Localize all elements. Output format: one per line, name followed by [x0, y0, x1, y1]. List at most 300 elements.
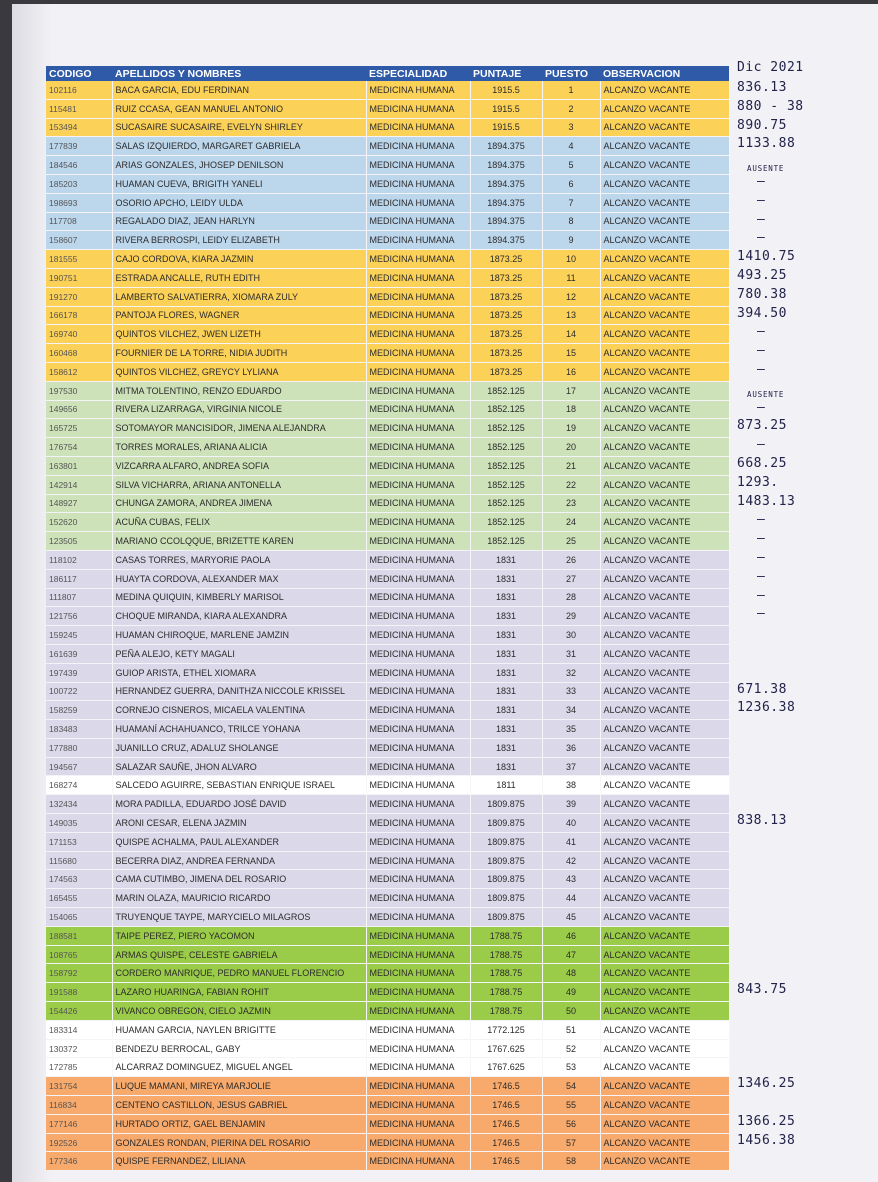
cell-especialidad: MEDICINA HUMANA: [366, 1002, 470, 1021]
table-row: [46, 137, 729, 156]
cell-codigo: 165455: [46, 889, 112, 908]
table-row: [46, 438, 729, 457]
cell-observacion: ALCANZO VACANTE: [600, 1114, 729, 1133]
cell-puesto: 4: [542, 137, 600, 156]
handwritten-note: AUSENTE: [747, 389, 785, 399]
cell-codigo: 168274: [46, 776, 112, 795]
cell-codigo: 158259: [46, 701, 112, 720]
cell-observacion: ALCANZO VACANTE: [600, 1077, 729, 1096]
cell-especialidad: MEDICINA HUMANA: [366, 1152, 470, 1171]
cell-puesto: 41: [542, 832, 600, 851]
cell-puesto: 20: [542, 438, 600, 457]
table-row: [46, 306, 729, 325]
cell-observacion: ALCANZO VACANTE: [600, 475, 729, 494]
cell-puntaje: 1852.125: [470, 513, 542, 532]
table-header-row: [46, 66, 729, 81]
cell-observacion: ALCANZO VACANTE: [600, 832, 729, 851]
cell-codigo: 123505: [46, 532, 112, 551]
cell-puntaje: 1873.25: [470, 250, 542, 269]
cell-puesto: 3: [542, 118, 600, 137]
cell-especialidad: MEDICINA HUMANA: [366, 720, 470, 739]
table-row: [46, 1039, 729, 1058]
table-row: [46, 964, 729, 983]
cell-puntaje: 1831: [470, 569, 542, 588]
cell-nombres: BECERRA DIAZ, ANDREA FERNANDA: [112, 851, 366, 870]
cell-codigo: 153494: [46, 118, 112, 137]
cell-puntaje: 1915.5: [470, 118, 542, 137]
cell-nombres: RUIZ CCASA, GEAN MANUEL ANTONIO: [112, 99, 366, 118]
table-row: [46, 550, 729, 569]
cell-observacion: ALCANZO VACANTE: [600, 757, 729, 776]
cell-puntaje: 1873.25: [470, 325, 542, 344]
handwritten-note: —: [757, 230, 766, 246]
cell-codigo: 108765: [46, 945, 112, 964]
cell-puesto: 46: [542, 926, 600, 945]
cell-nombres: QUINTOS VILCHEZ, JWEN LIZETH: [112, 325, 366, 344]
cell-observacion: ALCANZO VACANTE: [600, 419, 729, 438]
cell-especialidad: MEDICINA HUMANA: [366, 381, 470, 400]
cell-puesto: 5: [542, 156, 600, 175]
cell-especialidad: MEDICINA HUMANA: [366, 550, 470, 569]
cell-puesto: 2: [542, 99, 600, 118]
cell-nombres: LAMBERTO SALVATIERRA, XIOMARA ZULY: [112, 287, 366, 306]
cell-observacion: ALCANZO VACANTE: [600, 926, 729, 945]
cell-puesto: 25: [542, 532, 600, 551]
cell-especialidad: MEDICINA HUMANA: [366, 156, 470, 175]
handwritten-note: 1366.25: [737, 1114, 796, 1129]
cell-observacion: ALCANZO VACANTE: [600, 682, 729, 701]
table-row: [46, 532, 729, 551]
cell-nombres: HUAMAN GARCIA, NAYLEN BRIGITTE: [112, 1020, 366, 1039]
handwritten-note: 1293.: [737, 474, 779, 490]
cell-observacion: ALCANZO VACANTE: [600, 287, 729, 306]
cell-puesto: 1: [542, 81, 600, 99]
cell-observacion: ALCANZO VACANTE: [600, 983, 729, 1002]
table-row: [46, 400, 729, 419]
cell-observacion: ALCANZO VACANTE: [600, 212, 729, 231]
cell-puesto: 39: [542, 795, 600, 814]
cell-especialidad: MEDICINA HUMANA: [366, 287, 470, 306]
cell-puesto: 23: [542, 494, 600, 513]
cell-observacion: ALCANZO VACANTE: [600, 701, 729, 720]
cell-especialidad: MEDICINA HUMANA: [366, 964, 470, 983]
cell-nombres: HUAMANÍ ACHAHUANCO, TRILCE YOHANA: [112, 720, 366, 739]
cell-puesto: 21: [542, 456, 600, 475]
cell-nombres: SOTOMAYOR MANCISIDOR, JIMENA ALEJANDRA: [112, 419, 366, 438]
cell-puesto: 58: [542, 1152, 600, 1171]
table-row: [46, 212, 729, 231]
table-row: [46, 682, 729, 701]
header-puesto: PUESTO: [542, 66, 600, 81]
cell-observacion: ALCANZO VACANTE: [600, 1133, 729, 1152]
table-row: [46, 720, 729, 739]
results-table: [46, 66, 730, 1171]
table-row: [46, 325, 729, 344]
cell-nombres: ALCARRAZ DOMINGUEZ, MIGUEL ANGEL: [112, 1058, 366, 1077]
handwritten-note: 1410.75: [737, 249, 796, 265]
cell-especialidad: MEDICINA HUMANA: [366, 174, 470, 193]
cell-codigo: 183483: [46, 720, 112, 739]
cell-codigo: 160468: [46, 344, 112, 363]
cell-nombres: ESTRADA ANCALLE, RUTH EDITH: [112, 268, 366, 287]
cell-nombres: ARONI CESAR, ELENA JAZMIN: [112, 814, 366, 833]
cell-especialidad: MEDICINA HUMANA: [366, 1133, 470, 1152]
cell-nombres: GONZALES RONDAN, PIERINA DEL ROSARIO: [112, 1133, 366, 1152]
cell-puesto: 51: [542, 1020, 600, 1039]
cell-puntaje: 1894.375: [470, 193, 542, 212]
cell-codigo: 184546: [46, 156, 112, 175]
cell-nombres: ARMAS QUISPE, CELESTE GABRIELA: [112, 945, 366, 964]
cell-especialidad: MEDICINA HUMANA: [366, 419, 470, 438]
cell-nombres: PEÑA ALEJO, KETY MAGALI: [112, 644, 366, 663]
cell-especialidad: MEDICINA HUMANA: [366, 588, 470, 607]
table-row: [46, 926, 729, 945]
handwritten-note: —: [757, 343, 766, 359]
cell-especialidad: MEDICINA HUMANA: [366, 776, 470, 795]
handwritten-note: —: [757, 324, 766, 340]
handwritten-note: —: [757, 512, 766, 528]
cell-puntaje: 1894.375: [470, 137, 542, 156]
table-row: [46, 475, 729, 494]
table-row: [46, 494, 729, 513]
cell-observacion: ALCANZO VACANTE: [600, 344, 729, 363]
cell-puesto: 33: [542, 682, 600, 701]
cell-puntaje: 1852.125: [470, 400, 542, 419]
cell-especialidad: MEDICINA HUMANA: [366, 193, 470, 212]
cell-puesto: 37: [542, 757, 600, 776]
cell-puntaje: 1894.375: [470, 212, 542, 231]
cell-puesto: 19: [542, 419, 600, 438]
cell-especialidad: MEDICINA HUMANA: [366, 118, 470, 137]
table-row: [46, 1096, 729, 1115]
cell-especialidad: MEDICINA HUMANA: [366, 626, 470, 645]
cell-nombres: RIVERA BERROSPI, LEIDY ELIZABETH: [112, 231, 366, 250]
cell-observacion: ALCANZO VACANTE: [600, 663, 729, 682]
handwritten-note: 873.25: [737, 418, 787, 434]
cell-codigo: 197530: [46, 381, 112, 400]
cell-puntaje: 1746.5: [470, 1114, 542, 1133]
cell-puesto: 49: [542, 983, 600, 1002]
cell-observacion: ALCANZO VACANTE: [600, 908, 729, 927]
cell-especialidad: MEDICINA HUMANA: [366, 456, 470, 475]
cell-observacion: ALCANZO VACANTE: [600, 588, 729, 607]
cell-puntaje: 1831: [470, 607, 542, 626]
cell-codigo: 132434: [46, 795, 112, 814]
cell-observacion: ALCANZO VACANTE: [600, 964, 729, 983]
handwritten-note: —: [757, 550, 766, 565]
cell-puntaje: 1746.5: [470, 1133, 542, 1152]
table-row: [46, 1020, 729, 1039]
table-row: [46, 701, 729, 720]
cell-nombres: MORA PADILLA, EDUARDO JOSÉ DAVID: [112, 795, 366, 814]
cell-especialidad: MEDICINA HUMANA: [366, 362, 470, 381]
cell-puesto: 53: [542, 1058, 600, 1077]
cell-observacion: ALCANZO VACANTE: [600, 231, 729, 250]
cell-nombres: BENDEZU BERROCAL, GABY: [112, 1039, 366, 1058]
table-row: [46, 193, 729, 212]
cell-puesto: 11: [542, 268, 600, 287]
cell-puesto: 57: [542, 1133, 600, 1152]
cell-puntaje: 1831: [470, 682, 542, 701]
table-row: [46, 1114, 729, 1133]
cell-puesto: 17: [542, 381, 600, 400]
cell-especialidad: MEDICINA HUMANA: [366, 344, 470, 363]
handwritten-note: 671.38: [737, 681, 787, 697]
cell-observacion: ALCANZO VACANTE: [600, 1020, 729, 1039]
cell-puesto: 44: [542, 889, 600, 908]
cell-observacion: ALCANZO VACANTE: [600, 644, 729, 663]
cell-puntaje: 1831: [470, 588, 542, 607]
cell-puesto: 43: [542, 870, 600, 889]
cell-puntaje: 1809.875: [470, 908, 542, 927]
cell-especialidad: MEDICINA HUMANA: [366, 1077, 470, 1096]
handwritten-note: AUSENTE: [747, 164, 785, 174]
cell-puntaje: 1873.25: [470, 287, 542, 306]
cell-especialidad: MEDICINA HUMANA: [366, 494, 470, 513]
cell-nombres: CHOQUE MIRANDA, KIARA ALEXANDRA: [112, 607, 366, 626]
header-especialidad: ESPECIALIDAD: [366, 66, 470, 81]
cell-puesto: 47: [542, 945, 600, 964]
cell-especialidad: MEDICINA HUMANA: [366, 607, 470, 626]
table-row: [46, 588, 729, 607]
cell-codigo: 100722: [46, 682, 112, 701]
cell-especialidad: MEDICINA HUMANA: [366, 795, 470, 814]
cell-observacion: ALCANZO VACANTE: [600, 607, 729, 626]
table-row: [46, 626, 729, 645]
cell-puntaje: 1788.75: [470, 945, 542, 964]
cell-observacion: ALCANZO VACANTE: [600, 795, 729, 814]
cell-nombres: ARIAS GONZALES, JHOSEP DENILSON: [112, 156, 366, 175]
header-observacion: OBSERVACION: [600, 66, 729, 81]
handwritten-note: —: [757, 587, 766, 603]
cell-especialidad: MEDICINA HUMANA: [366, 701, 470, 720]
cell-puesto: 14: [542, 325, 600, 344]
cell-especialidad: MEDICINA HUMANA: [366, 814, 470, 833]
handwritten-note: 1456.38: [737, 1132, 796, 1148]
cell-observacion: ALCANZO VACANTE: [600, 626, 729, 645]
cell-observacion: ALCANZO VACANTE: [600, 1002, 729, 1021]
handwritten-date: Dic 2021: [737, 60, 804, 75]
handwritten-note: 780.38: [737, 286, 787, 302]
cell-puntaje: 1746.5: [470, 1152, 542, 1171]
table-row: [46, 381, 729, 400]
cell-codigo: 191588: [46, 983, 112, 1002]
cell-puesto: 48: [542, 964, 600, 983]
cell-puesto: 40: [542, 814, 600, 833]
cell-codigo: 177146: [46, 1114, 112, 1133]
header-codigo: CODIGO: [46, 66, 112, 81]
cell-codigo: 197439: [46, 663, 112, 682]
cell-puntaje: 1852.125: [470, 456, 542, 475]
table-row: [46, 231, 729, 250]
cell-puntaje: 1873.25: [470, 344, 542, 363]
cell-codigo: 154426: [46, 1002, 112, 1021]
cell-nombres: CASAS TORRES, MARYORIE PAOLA: [112, 550, 366, 569]
cell-codigo: 177346: [46, 1152, 112, 1171]
cell-puntaje: 1831: [470, 738, 542, 757]
cell-puntaje: 1831: [470, 720, 542, 739]
cell-puntaje: 1894.375: [470, 156, 542, 175]
table-row: [46, 776, 729, 795]
cell-puntaje: 1831: [470, 701, 542, 720]
cell-codigo: 198693: [46, 193, 112, 212]
table-row: [46, 851, 729, 870]
table-row: [46, 908, 729, 927]
cell-especialidad: MEDICINA HUMANA: [366, 738, 470, 757]
cell-especialidad: MEDICINA HUMANA: [366, 908, 470, 927]
cell-puntaje: 1831: [470, 550, 542, 569]
cell-codigo: 185203: [46, 174, 112, 193]
cell-especialidad: MEDICINA HUMANA: [366, 945, 470, 964]
cell-codigo: 177839: [46, 137, 112, 156]
cell-nombres: RIVERA LIZARRAGA, VIRGINIA NICOLE: [112, 400, 366, 419]
cell-nombres: HERNANDEZ GUERRA, DANITHZA NICCOLE KRISSEL: [112, 682, 366, 701]
cell-puesto: 7: [542, 193, 600, 212]
cell-especialidad: MEDICINA HUMANA: [366, 870, 470, 889]
cell-nombres: VIVANCO OBREGON, CIELO JAZMIN: [112, 1002, 366, 1021]
cell-puesto: 52: [542, 1039, 600, 1058]
cell-puesto: 29: [542, 607, 600, 626]
table-row: [46, 832, 729, 851]
table-row: [46, 419, 729, 438]
cell-puesto: 15: [542, 344, 600, 363]
cell-nombres: MARIANO CCOLQQUE, BRIZETTE KAREN: [112, 532, 366, 551]
cell-especialidad: MEDICINA HUMANA: [366, 306, 470, 325]
cell-codigo: 194567: [46, 757, 112, 776]
cell-puntaje: 1852.125: [470, 475, 542, 494]
cell-puesto: 42: [542, 851, 600, 870]
cell-especialidad: MEDICINA HUMANA: [366, 682, 470, 701]
cell-puesto: 9: [542, 231, 600, 250]
cell-observacion: ALCANZO VACANTE: [600, 99, 729, 118]
cell-puntaje: 1811: [470, 776, 542, 795]
cell-especialidad: MEDICINA HUMANA: [366, 889, 470, 908]
cell-observacion: ALCANZO VACANTE: [600, 306, 729, 325]
handwritten-note: —: [757, 437, 766, 453]
table-row: [46, 456, 729, 475]
cell-puesto: 31: [542, 644, 600, 663]
cell-nombres: CORNEJO CISNEROS, MICAELA VALENTINA: [112, 701, 366, 720]
cell-nombres: MEDINA QUIQUIN, KIMBERLY MARISOL: [112, 588, 366, 607]
cell-puntaje: 1809.875: [470, 832, 542, 851]
cell-observacion: ALCANZO VACANTE: [600, 381, 729, 400]
handwritten-note: 836.13: [737, 80, 787, 95]
cell-nombres: QUISPE ACHALMA, PAUL ALEXANDER: [112, 832, 366, 851]
table-row: [46, 344, 729, 363]
cell-observacion: ALCANZO VACANTE: [600, 569, 729, 588]
table-row: [46, 795, 729, 814]
handwritten-note: —: [757, 568, 766, 584]
cell-nombres: HURTADO ORTIZ, GAEL BENJAMIN: [112, 1114, 366, 1133]
handwritten-note: —: [757, 399, 766, 415]
table-row: [46, 118, 729, 137]
cell-observacion: ALCANZO VACANTE: [600, 137, 729, 156]
header-apellidos-nombres: APELLIDOS Y NOMBRES: [112, 66, 366, 81]
handwritten-note: 1346.25: [737, 1076, 796, 1092]
table-row: [46, 945, 729, 964]
table-row: [46, 1152, 729, 1171]
cell-codigo: 177880: [46, 738, 112, 757]
cell-nombres: JUANILLO CRUZ, ADALUZ SHOLANGE: [112, 738, 366, 757]
cell-puntaje: 1788.75: [470, 926, 542, 945]
cell-codigo: 192526: [46, 1133, 112, 1152]
table-row: [46, 814, 729, 833]
cell-especialidad: MEDICINA HUMANA: [366, 832, 470, 851]
cell-codigo: 169740: [46, 325, 112, 344]
cell-especialidad: MEDICINA HUMANA: [366, 926, 470, 945]
cell-nombres: LAZARO HUARINGA, FABIAN ROHIT: [112, 983, 366, 1002]
cell-observacion: ALCANZO VACANTE: [600, 156, 729, 175]
cell-observacion: ALCANZO VACANTE: [600, 1152, 729, 1171]
cell-nombres: SALAS IZQUIERDO, MARGARET GABRIELA: [112, 137, 366, 156]
cell-observacion: ALCANZO VACANTE: [600, 193, 729, 212]
cell-observacion: ALCANZO VACANTE: [600, 776, 729, 795]
cell-puntaje: 1915.5: [470, 99, 542, 118]
cell-puntaje: 1894.375: [470, 231, 542, 250]
table-row: [46, 250, 729, 269]
cell-nombres: HUAMAN CUEVA, BRIGITH YANELI: [112, 174, 366, 193]
cell-nombres: CENTENO CASTILLON, JESUS GABRIEL: [112, 1096, 366, 1115]
cell-observacion: ALCANZO VACANTE: [600, 494, 729, 513]
table-row: [46, 81, 729, 99]
cell-codigo: 121756: [46, 607, 112, 626]
handwritten-note: 838.13: [737, 813, 787, 829]
cell-especialidad: MEDICINA HUMANA: [366, 250, 470, 269]
cell-codigo: 188581: [46, 926, 112, 945]
cell-observacion: ALCANZO VACANTE: [600, 720, 729, 739]
cell-nombres: CAMA CUTIMBO, JIMENA DEL ROSARIO: [112, 870, 366, 889]
cell-observacion: ALCANZO VACANTE: [600, 118, 729, 137]
cell-especialidad: MEDICINA HUMANA: [366, 1039, 470, 1058]
cell-codigo: 159245: [46, 626, 112, 645]
cell-observacion: ALCANZO VACANTE: [600, 814, 729, 833]
cell-codigo: 161639: [46, 644, 112, 663]
handwritten-note: —: [757, 362, 766, 377]
cell-codigo: 154065: [46, 908, 112, 927]
cell-puntaje: 1809.875: [470, 795, 542, 814]
cell-observacion: ALCANZO VACANTE: [600, 1058, 729, 1077]
cell-nombres: SILVA VICHARRA, ARIANA ANTONELLA: [112, 475, 366, 494]
cell-puntaje: 1746.5: [470, 1096, 542, 1115]
table-row: [46, 1133, 729, 1152]
cell-codigo: 163801: [46, 456, 112, 475]
cell-nombres: HUAYTA CORDOVA, ALEXANDER MAX: [112, 569, 366, 588]
cell-codigo: 158607: [46, 231, 112, 250]
cell-especialidad: MEDICINA HUMANA: [366, 851, 470, 870]
table-row: [46, 99, 729, 118]
cell-codigo: 186117: [46, 569, 112, 588]
cell-puesto: 34: [542, 701, 600, 720]
cell-especialidad: MEDICINA HUMANA: [366, 1096, 470, 1115]
handwritten-note: —: [757, 211, 766, 227]
cell-puesto: 30: [542, 626, 600, 645]
table-body: [46, 81, 729, 1171]
cell-nombres: CHUNGA ZAMORA, ANDREA JIMENA: [112, 494, 366, 513]
cell-observacion: ALCANZO VACANTE: [600, 1096, 729, 1115]
cell-codigo: 191270: [46, 287, 112, 306]
cell-codigo: 172785: [46, 1058, 112, 1077]
cell-puesto: 50: [542, 1002, 600, 1021]
cell-especialidad: MEDICINA HUMANA: [366, 1058, 470, 1077]
cell-codigo: 111807: [46, 588, 112, 607]
cell-especialidad: MEDICINA HUMANA: [366, 99, 470, 118]
handwritten-note: 890.75: [737, 117, 787, 133]
cell-codigo: 148927: [46, 494, 112, 513]
cell-codigo: 174563: [46, 870, 112, 889]
cell-puntaje: 1746.5: [470, 1077, 542, 1096]
cell-puntaje: 1788.75: [470, 964, 542, 983]
cell-puntaje: 1809.875: [470, 889, 542, 908]
